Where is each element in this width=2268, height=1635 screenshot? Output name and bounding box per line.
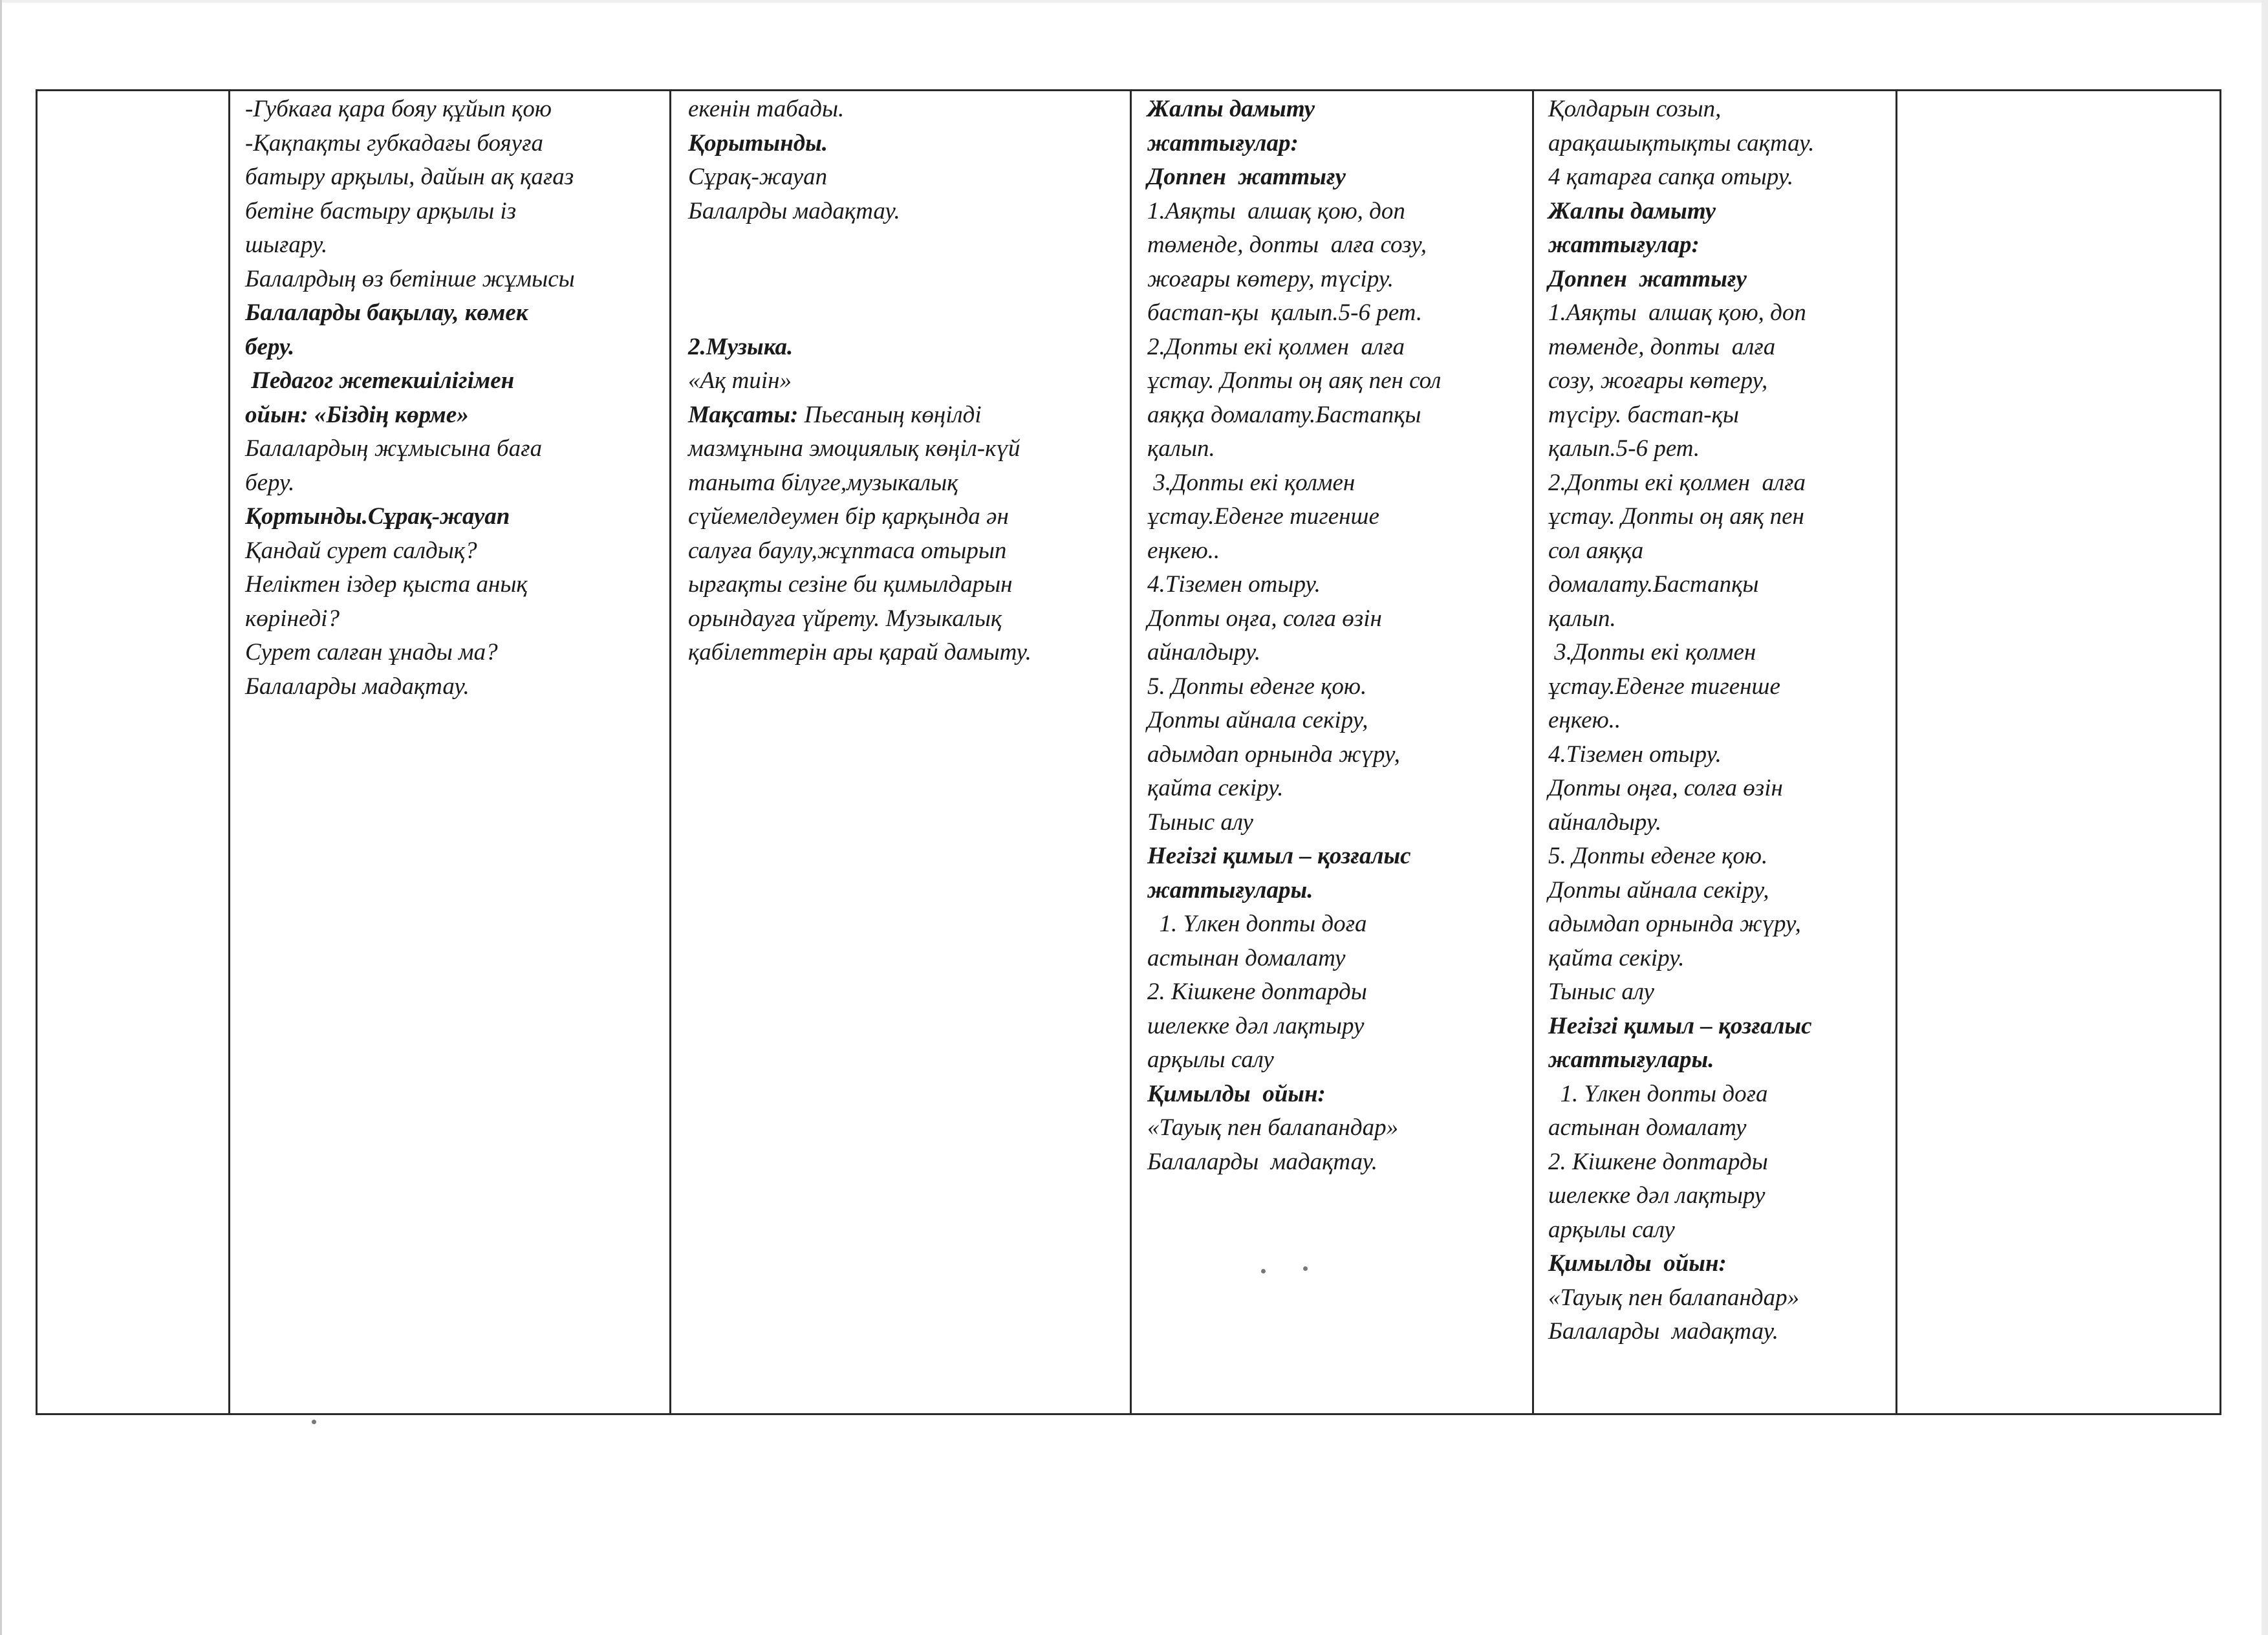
text-line: қайта секіру. [1548,944,1685,971]
text-line: 3.Допты екі қолмен [1147,469,1355,496]
text-line: Балалардың жұмысына баға [245,435,543,462]
text-line: астынан домалату [1147,944,1346,971]
text-line: Қолдарын созып, [1548,96,1722,122]
text-line: беру. [245,469,295,496]
text-line: ұстау.Еденге тигенше [1147,503,1379,530]
text-line: Балаларды мадақтау. [245,673,470,700]
text-line: Допты оңға, солға өзін [1147,605,1382,632]
text-line: сүйемелдеумен бір қарқында ән [688,503,1009,530]
text-line: Жалпы дамыту [1147,96,1315,122]
text-line: шелекке дәл лақтыру [1548,1182,1766,1209]
text-line: 1.Аяқты алшақ қою, доп [1548,299,1806,326]
scan-edge-top [0,0,2268,3]
text-line: Тыныс алу [1548,979,1654,1005]
text-line: түсіру. бастап-қы [1548,401,1739,428]
text-line: созу, жоғары көтеру, [1548,367,1768,394]
text-line: Негізгі қимыл – қозғалыс [1548,1012,1812,1039]
text-line: 2. Кішкене доптарды [1548,1148,1768,1175]
text-line: екенін табады. [688,96,845,122]
text-line: еңкею.. [1147,537,1220,564]
text-line: Қорытынды. [688,129,828,157]
scan-speck [312,1420,316,1424]
text-line: Допты айнала секіру, [1147,707,1368,733]
text-line: Допты айнала секіру, [1548,876,1769,904]
scan-edge-left [0,0,2,1635]
text-line: 2.Музыка. [688,333,794,360]
text-line: 4.Тіземен отыру. [1147,571,1321,598]
column-divider [228,91,230,1413]
text-line: Допты оңға, солға өзін [1548,775,1783,801]
scan-speck [1303,1266,1308,1271]
text-line: арқылы салу [1548,1216,1675,1243]
text-line: 4.Тіземен отыру. [1548,741,1722,768]
text-line: 1.Аяқты алшақ қою, доп [1147,197,1405,224]
text-line: жаттығулары. [1147,876,1313,904]
text-line: ұстау. Допты оң аяқ пен сол [1147,367,1442,394]
text-line: қайта секіру. [1147,775,1284,801]
text-line [688,228,1149,263]
text-line: жаттығулар: [1548,232,1700,258]
text-line: айналдыру. [1548,808,1662,836]
text-line: сол аяққа [1548,537,1644,564]
text-line: таныта білуге,музыкалық [688,469,958,496]
text-line: «Тауық пен балапандар» [1147,1114,1399,1141]
text-line: Балаларды бақылау, көмек [245,299,528,326]
text-line: 2.Допты екі қолмен алға [1147,333,1405,360]
text-line: көрінеді? [245,605,340,632]
text-line: Балаларды мадақтау. [1548,1318,1778,1345]
text-line: Қимылды ойын: [1147,1080,1326,1107]
text-line: 5. Допты еденге қою. [1548,843,1768,869]
text-line: төменде, допты алға [1548,333,1776,360]
text-line [688,263,1149,297]
text-line: Сұрақ-жауап [688,164,828,190]
text-line: 3.Допты екі қолмен [1548,639,1756,666]
text-line: Балаларды мадақтау. [1147,1148,1377,1175]
text-line: Неліктен іздер қыста анық [245,571,528,598]
text-line: адымдап орнында жүру, [1548,911,1801,937]
text-line: «Ақ тиін» [688,367,792,394]
text-line: Қандай сурет салдық? [245,537,477,564]
text-line: қалып. [1548,605,1616,632]
text-line: -Қақпақты губкадағы бояуға [245,129,544,157]
text-line [688,296,1149,330]
text-line: жаттығулар: [1147,129,1299,157]
text-line: Жалпы дамыту [1548,197,1716,224]
text-line: -Губкаға қара бояу құйып қою [245,96,552,122]
text-line: 5. Допты еденге қою. [1147,673,1367,700]
text-line: жоғары көтеру, түсіру. [1147,265,1394,292]
text-line: Мақсаты: Пьесаның көңілді [688,401,982,428]
text-line: 2.Допты екі қолмен алға [1548,469,1806,496]
text-line: ойын: «Біздің көрме» [245,401,469,428]
cell-exercise-activity [1147,92,1545,1179]
text-line: Тыныс алу [1147,808,1253,836]
text-line: салуға баулу,жұптаса отырып [688,537,1007,564]
text-line: мазмұнына эмоциялық көңіл-күй [688,435,1021,462]
cell-exercise-activity-repeat [1548,92,1907,1349]
text-line: Негізгі қимыл – қозғалыс [1147,843,1411,869]
text-line: батыру арқылы, дайын ақ қағаз [245,164,574,190]
text-line: еңкею.. [1548,707,1621,733]
text-line: бетіне бастыру арқылы із [245,197,517,224]
text-line: ұстау.Еденге тигенше [1548,673,1780,700]
text-line: шығару. [245,232,328,258]
text-line: ырғақты сезіне би қимылдарын [688,571,1013,598]
text-line: Сурет салған ұнады ма? [245,639,498,666]
text-line: төменде, допты алға созу, [1147,232,1427,258]
text-line: аяққа домалату.Бастапқы [1147,401,1421,428]
text-line: адымдап орнында жүру, [1147,741,1400,768]
text-line: бастап-қы қалып.5-6 рет. [1147,299,1423,326]
text-line: домалату.Бастапқы [1548,571,1759,598]
text-line: қалып.5-6 рет. [1548,435,1700,462]
text-line: астынан домалату [1548,1114,1747,1141]
text-line: айналдыру. [1147,639,1261,666]
text-line: шелекке дәл лақтыру [1147,1012,1365,1039]
text-line: Доппен жаттығу [1548,265,1747,292]
text-line: арақашықтықты сақтау. [1548,129,1815,157]
text-line: 4 қатарға сапқа отыру. [1548,164,1794,190]
text-line: Балалрды мадақтау. [688,197,900,224]
text-line: «Тауық пен балапандар» [1548,1284,1800,1311]
cell-music-activity [688,92,1149,670]
text-line: қабілеттерін ары қарай дамыту. [688,639,1031,666]
text-line: Қимылды ойын: [1548,1250,1727,1277]
text-line: беру. [245,333,295,360]
text-line: 2. Кішкене доптарды [1147,979,1367,1005]
text-line: Педагог жетекшілігімен [245,367,515,394]
text-line: жаттығулары. [1548,1046,1714,1073]
text-line: ұстау. Допты оң аяқ пен [1548,503,1804,530]
scan-edge-right [2262,0,2268,1635]
text-line: арқылы салу [1147,1046,1274,1073]
text-line: орындауға үйрету. Музыкалық [688,605,1002,632]
text-line: 1. Үлкен допты доға [1548,1080,1768,1107]
text-line: 1. Үлкен допты доға [1147,911,1367,937]
text-line: Қортынды.Сұрақ-жауап [245,503,510,530]
text-line: Балалрдың өз бетінше жұмысы [245,265,575,292]
scan-speck [1261,1269,1266,1273]
text-line: қалып. [1147,435,1215,462]
cell-drawing-activity [245,92,685,704]
schedule-table [36,89,2221,1415]
text-line: Доппен жаттығу [1147,164,1346,190]
